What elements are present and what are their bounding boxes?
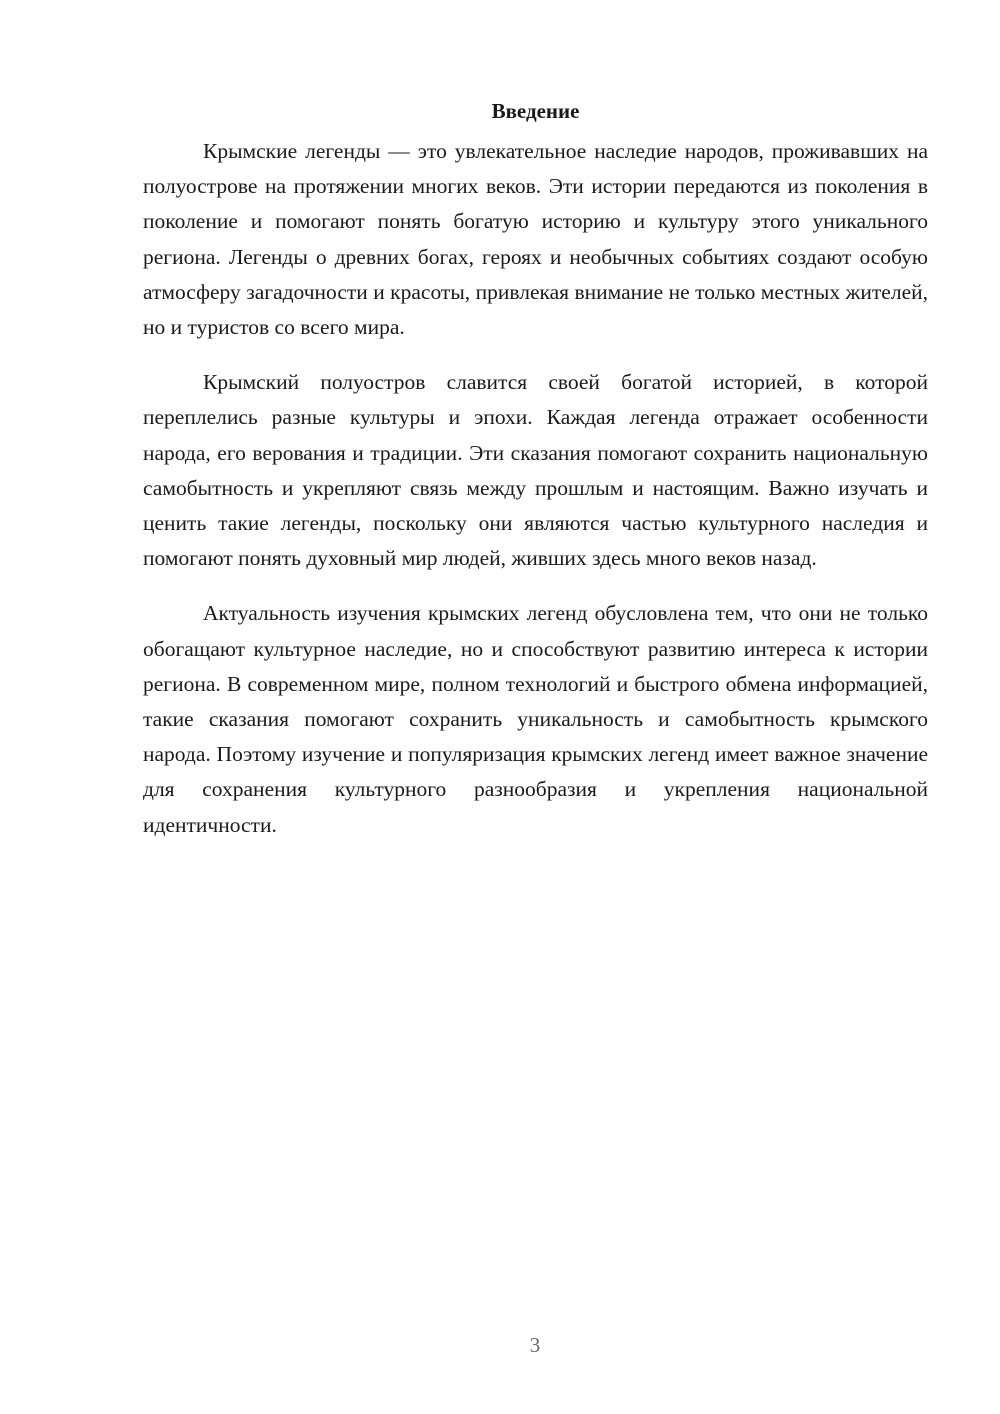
- paragraph-2: Крымский полуостров славится своей богатой историей, в которой переплелись разные культуры и эпохи. Каждая легенда отражает особенности народа, его верования и традиции. Эти сказания помогают сохранить национальную самобытность и укрепляют связь между прошлым и настоящим. Важно изучать и ценить такие легенды, поскольку они являются частью культурного наследия и помогают понять духовный мир людей, живших здесь много веков назад.: [143, 370, 928, 571]
- page-content: [143, 96, 928, 863]
- page-number: 3: [529, 1333, 541, 1357]
- paragraph-3: Актуальность изучения крымских легенд обусловлена тем, что они не только обогащают культурное наследие, но и способствуют развитию интереса к истории региона. В современном мире, полном технологий и быстрого обмена информацией, такие сказания помогают сохранить уникальность и самобытность крымского народа. Поэтому изучение и популяризация крымских легенд имеет важное значение для сохранения культурного разнообразия и укрепления национальной идентичности.: [143, 601, 928, 837]
- section-title: Введение: [491, 99, 580, 123]
- paragraph-1: Крымские легенды — это увлекательное наследие народов, проживавших на полуострове на протяжении многих веков. Эти истории передаются из поколения в поколение и помогают понять богатую историю и культуру этого уникального региона. Легенды о древних богах, героях и необычных событиях создают особую атмосферу загадочности и красоты, привлекая внимание не только местных жителей, но и туристов со всего мира.: [143, 139, 928, 340]
